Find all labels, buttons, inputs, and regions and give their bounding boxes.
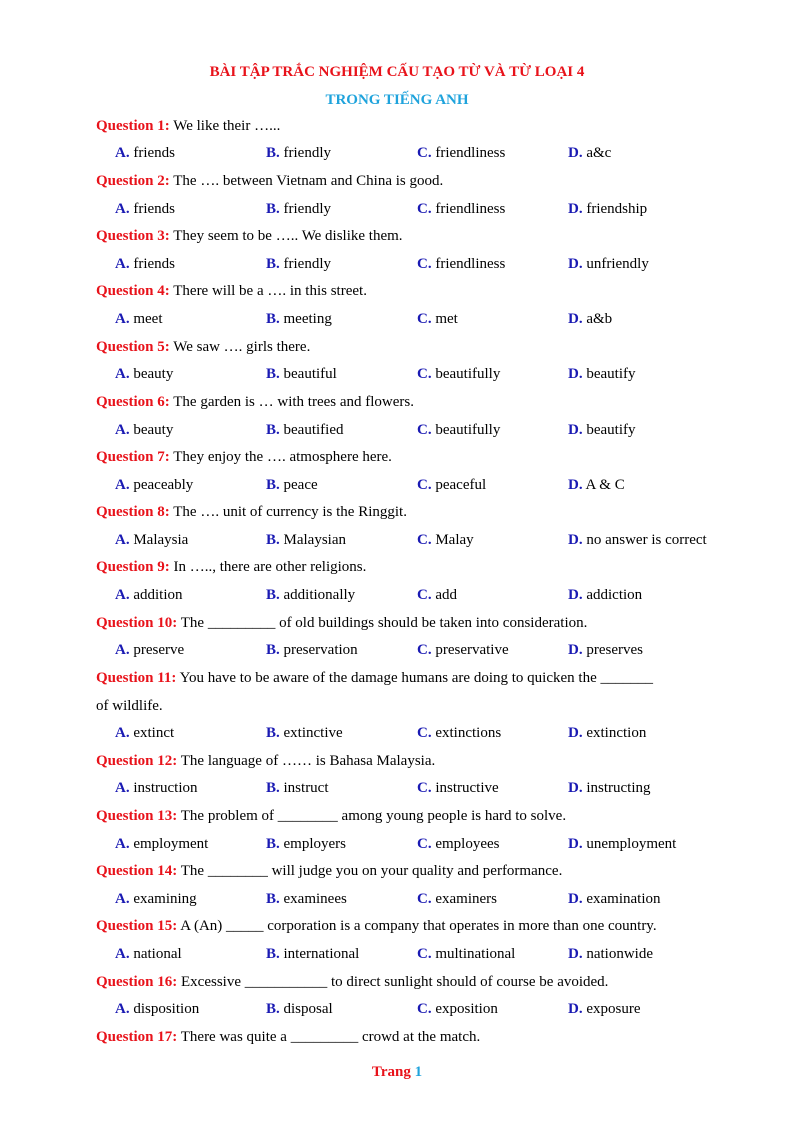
question-text: The …. unit of currency is the Ringgit. xyxy=(169,504,407,520)
option-c: C. beautifully xyxy=(417,422,501,438)
option-b: B. beautiful xyxy=(266,366,337,382)
question-text: There was quite a _________ crowd at the match. xyxy=(177,1029,481,1045)
question-text: There will be a …. in this street. xyxy=(169,283,367,299)
question-text: The garden is … with trees and flowers. xyxy=(169,394,415,410)
options-row-13 xyxy=(0,836,794,856)
question-3 xyxy=(96,228,403,245)
option-a: A. instruction xyxy=(115,780,198,796)
question-label: Question 2: xyxy=(96,173,170,189)
option-d: D. extinction xyxy=(568,725,647,741)
question-label: Question 9: xyxy=(96,559,170,575)
options-row-3 xyxy=(0,256,794,276)
option-a: A. friends xyxy=(115,145,175,161)
option-b: B. preservation xyxy=(266,642,358,658)
question-label: Question 1: xyxy=(96,118,170,134)
option-c: C. examiners xyxy=(417,891,497,907)
question-label: Question 3: xyxy=(96,228,170,244)
question-5 xyxy=(96,339,310,356)
options-row-2 xyxy=(0,201,794,221)
option-d: D. unfriendly xyxy=(568,256,649,272)
question-16 xyxy=(96,974,608,991)
question-label: Question 14: xyxy=(96,863,178,879)
option-c: C. beautifully xyxy=(417,366,501,382)
question-9 xyxy=(96,559,366,576)
option-b: B. Malaysian xyxy=(266,532,346,548)
page-number: 1 xyxy=(414,1064,423,1080)
option-d: D. preserves xyxy=(568,642,643,658)
option-c: C. add xyxy=(417,587,458,603)
options-row-5 xyxy=(0,366,794,386)
question-text: The …. between Vietnam and China is good. xyxy=(169,173,444,189)
question-10 xyxy=(96,615,587,632)
question-text: The problem of ________ among young people is hard to solve. xyxy=(177,808,567,824)
question-label: Question 4: xyxy=(96,283,170,299)
options-row-8 xyxy=(0,532,794,552)
options-row-6 xyxy=(0,422,794,442)
option-c: C. Malay xyxy=(417,532,474,548)
option-d: D. friendship xyxy=(568,201,648,217)
option-a: A. friends xyxy=(115,201,175,217)
option-b: B. friendly xyxy=(266,145,331,161)
option-d: D. addiction xyxy=(568,587,643,603)
question-12 xyxy=(96,753,435,770)
question-8 xyxy=(96,504,407,521)
option-c: C. exposition xyxy=(417,1001,498,1017)
options-row-14 xyxy=(0,891,794,911)
option-b: B. beautified xyxy=(266,422,344,438)
question-label: Question 12: xyxy=(96,753,178,769)
options-row-7 xyxy=(0,477,794,497)
question-text: Excessive ___________ to direct sunlight should of course be avoided. xyxy=(177,974,609,990)
question-label: Question 16: xyxy=(96,974,178,990)
option-a: A. employment xyxy=(115,836,209,852)
question-13 xyxy=(96,808,566,825)
option-b: B. disposal xyxy=(266,1001,333,1017)
option-c: C. extinctions xyxy=(417,725,502,741)
option-a: A. meet xyxy=(115,311,163,327)
options-row-4 xyxy=(0,311,794,331)
option-c: C. friendliness xyxy=(417,201,506,217)
option-c: C. instructive xyxy=(417,780,499,796)
option-a: A. friends xyxy=(115,256,175,272)
question-text: They enjoy the …. atmosphere here. xyxy=(169,449,392,465)
option-b: B. employers xyxy=(266,836,346,852)
option-a: A. peaceably xyxy=(115,477,194,493)
footer-label: Trang xyxy=(371,1064,411,1080)
options-row-11 xyxy=(0,725,794,745)
question-7 xyxy=(96,449,392,466)
option-c: C. friendliness xyxy=(417,256,506,272)
option-d: D. instructing xyxy=(568,780,651,796)
option-d: D. beautify xyxy=(568,366,636,382)
page-footer xyxy=(0,1064,794,1081)
question-text: A (An) _____ corporation is a company that operates in more than one country. xyxy=(177,918,657,934)
option-a: A. preserve xyxy=(115,642,185,658)
option-a: A. examining xyxy=(115,891,197,907)
option-c: C. multinational xyxy=(417,946,516,962)
options-row-15 xyxy=(0,946,794,966)
option-b: B. examinees xyxy=(266,891,347,907)
question-label: Question 11: xyxy=(96,670,177,686)
option-b: B. meeting xyxy=(266,311,332,327)
option-a: A. beauty xyxy=(115,366,174,382)
question-text: The language of …… is Bahasa Malaysia. xyxy=(177,753,436,769)
option-d: D. a&b xyxy=(568,311,613,327)
option-d: D. unemployment xyxy=(568,836,677,852)
question-label: Question 10: xyxy=(96,615,178,631)
question-1 xyxy=(96,118,280,135)
option-b: B. instruct xyxy=(266,780,329,796)
option-b: B. additionally xyxy=(266,587,356,603)
question-label: Question 17: xyxy=(96,1029,178,1045)
question-text: The ________ will judge you on your quality and performance. xyxy=(177,863,563,879)
question-label: Question 5: xyxy=(96,339,170,355)
question-label: Question 8: xyxy=(96,504,170,520)
option-b: B. peace xyxy=(266,477,318,493)
question-text: You have to be aware of the damage humans are doing to quicken the _______ xyxy=(176,670,653,686)
question-2 xyxy=(96,173,443,190)
option-d: D. exposure xyxy=(568,1001,641,1017)
question-6 xyxy=(96,394,414,411)
option-b: B. international xyxy=(266,946,360,962)
option-d: D. a&c xyxy=(568,145,612,161)
option-c: C. preservative xyxy=(417,642,509,658)
question-text: The _________ of old buildings should be taken into consideration. xyxy=(177,615,588,631)
question-text: We like their …... xyxy=(169,118,281,134)
option-c: C. employees xyxy=(417,836,500,852)
option-c: C. friendliness xyxy=(417,145,506,161)
option-d: D. nationwide xyxy=(568,946,653,962)
question-14 xyxy=(96,863,562,880)
option-a: A. disposition xyxy=(115,1001,200,1017)
options-row-12 xyxy=(0,780,794,800)
question-label: Question 7: xyxy=(96,449,170,465)
question-text: They seem to be ….. We dislike them. xyxy=(169,228,403,244)
option-d: D. no answer is correct xyxy=(568,532,707,548)
option-b: B. friendly xyxy=(266,201,331,217)
question-4 xyxy=(96,283,367,300)
question-text: We saw …. girls there. xyxy=(169,339,311,355)
document-subtitle: TRONG TIẾNG ANH xyxy=(325,92,469,108)
option-b: B. friendly xyxy=(266,256,331,272)
option-a: A. national xyxy=(115,946,182,962)
option-c: C. met xyxy=(417,311,458,327)
question-11-continuation: of wildlife. xyxy=(96,698,163,714)
option-a: A. extinct xyxy=(115,725,175,741)
options-row-1 xyxy=(0,145,794,165)
option-c: C. peaceful xyxy=(417,477,487,493)
question-17 xyxy=(96,1029,480,1046)
option-d: D. A & C xyxy=(568,477,625,493)
question-label: Question 6: xyxy=(96,394,170,410)
question-15 xyxy=(96,918,657,935)
document-title: BÀI TẬP TRẮC NGHIỆM CẤU TẠO TỪ VÀ TỪ LOẠI 4 xyxy=(209,64,585,80)
question-label: Question 15: xyxy=(96,918,178,934)
option-d: D. beautify xyxy=(568,422,636,438)
option-a: A. beauty xyxy=(115,422,174,438)
option-a: A. Malaysia xyxy=(115,532,189,548)
option-d: D. examination xyxy=(568,891,661,907)
question-label: Question 13: xyxy=(96,808,178,824)
option-b: B. extinctive xyxy=(266,725,343,741)
options-row-10 xyxy=(0,642,794,662)
options-row-16 xyxy=(0,1001,794,1021)
question-11 xyxy=(96,670,653,687)
options-row-9 xyxy=(0,587,794,607)
option-a: A. addition xyxy=(115,587,183,603)
question-text: In ….., there are other religions. xyxy=(169,559,367,575)
